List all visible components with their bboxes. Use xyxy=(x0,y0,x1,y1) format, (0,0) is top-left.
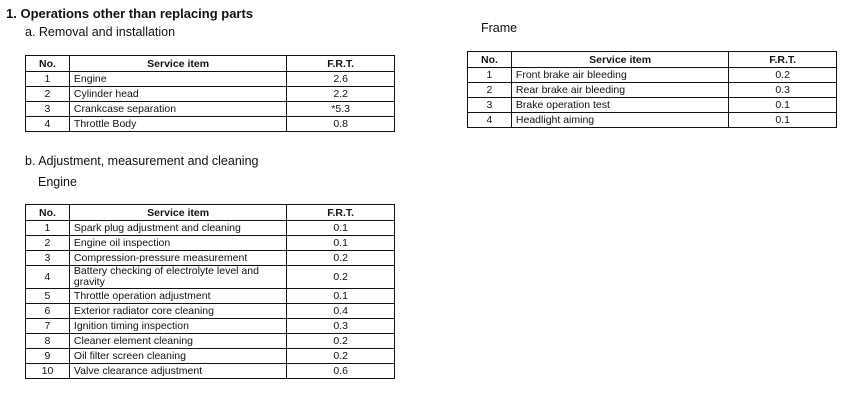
row-frt: *5.3 xyxy=(287,102,395,117)
row-no: 3 xyxy=(26,251,70,266)
row-service-item: Ignition timing inspection xyxy=(69,319,286,334)
row-frt: 0.2 xyxy=(287,251,395,266)
table-row xyxy=(26,334,395,349)
row-frt: 0.2 xyxy=(729,68,837,83)
table-row xyxy=(26,236,395,251)
row-frt: 0.2 xyxy=(287,349,395,364)
row-no: 10 xyxy=(26,364,70,379)
row-no: 7 xyxy=(26,319,70,334)
row-service-item: Crankcase separation xyxy=(69,102,286,117)
row-no: 1 xyxy=(26,72,70,87)
row-service-item: Battery checking of electrolyte level and gravity xyxy=(69,266,286,289)
row-no: 9 xyxy=(26,349,70,364)
table-row xyxy=(26,349,395,364)
row-no: 1 xyxy=(468,68,512,83)
row-frt: 0.3 xyxy=(729,83,837,98)
row-service-item: Rear brake air bleeding xyxy=(511,83,728,98)
row-frt: 2.6 xyxy=(287,72,395,87)
table-row xyxy=(26,319,395,334)
table-row xyxy=(468,83,837,98)
removal-installation-table xyxy=(25,55,395,132)
table-row xyxy=(26,364,395,379)
table-row xyxy=(26,304,395,319)
row-no: 6 xyxy=(26,304,70,319)
row-frt: 0.3 xyxy=(287,319,395,334)
header-service-item: Service item xyxy=(511,52,728,68)
table-row xyxy=(468,68,837,83)
row-no: 4 xyxy=(26,117,70,132)
table-row xyxy=(26,102,395,117)
row-service-item: Throttle Body xyxy=(69,117,286,132)
row-frt: 0.1 xyxy=(287,289,395,304)
row-service-item: Throttle operation adjustment xyxy=(69,289,286,304)
row-frt: 0.4 xyxy=(287,304,395,319)
table-row xyxy=(26,251,395,266)
row-no: 2 xyxy=(468,83,512,98)
frame-table xyxy=(467,51,837,128)
row-no: 2 xyxy=(26,87,70,102)
frame-label: Frame xyxy=(481,21,518,35)
row-service-item: Valve clearance adjustment xyxy=(69,364,286,379)
row-service-item: Headlight aiming xyxy=(511,113,728,128)
table-row xyxy=(26,266,395,289)
row-frt: 0.2 xyxy=(287,266,395,289)
row-service-item: Compression-pressure measurement xyxy=(69,251,286,266)
row-frt: 0.1 xyxy=(287,236,395,251)
engine-adjustment-table xyxy=(25,204,395,379)
engine-label: Engine xyxy=(38,175,77,189)
header-frt: F.R.T. xyxy=(287,205,395,221)
subsection-b-title: b. Adjustment, measurement and cleaning xyxy=(25,154,259,168)
table-row xyxy=(26,289,395,304)
row-no: 4 xyxy=(468,113,512,128)
header-service-item: Service item xyxy=(69,56,286,72)
row-frt: 2.2 xyxy=(287,87,395,102)
row-no: 2 xyxy=(26,236,70,251)
row-no: 3 xyxy=(468,98,512,113)
header-no: No. xyxy=(468,52,512,68)
row-frt: 0.6 xyxy=(287,364,395,379)
row-service-item: Spark plug adjustment and cleaning xyxy=(69,221,286,236)
row-service-item: Front brake air bleeding xyxy=(511,68,728,83)
row-no: 8 xyxy=(26,334,70,349)
row-no: 5 xyxy=(26,289,70,304)
row-service-item: Exterior radiator core cleaning xyxy=(69,304,286,319)
row-no: 4 xyxy=(26,266,70,289)
table-row xyxy=(468,98,837,113)
subsection-a-title: a. Removal and installation xyxy=(25,25,176,39)
header-frt: F.R.T. xyxy=(287,56,395,72)
header-no: No. xyxy=(26,205,70,221)
row-service-item: Oil filter screen cleaning xyxy=(69,349,286,364)
row-no: 3 xyxy=(26,102,70,117)
table-row xyxy=(26,117,395,132)
table-row xyxy=(26,72,395,87)
row-frt: 0.8 xyxy=(287,117,395,132)
header-frt: F.R.T. xyxy=(729,52,837,68)
row-no: 1 xyxy=(26,221,70,236)
table-row xyxy=(26,221,395,236)
row-frt: 0.1 xyxy=(287,221,395,236)
table-row xyxy=(468,113,837,128)
row-frt: 0.1 xyxy=(729,98,837,113)
header-no: No. xyxy=(26,56,70,72)
row-service-item: Cylinder head xyxy=(69,87,286,102)
row-service-item: Engine oil inspection xyxy=(69,236,286,251)
row-service-item: Engine xyxy=(69,72,286,87)
section-title: 1. Operations other than replacing parts xyxy=(6,6,254,21)
row-frt: 0.2 xyxy=(287,334,395,349)
header-service-item: Service item xyxy=(69,205,286,221)
row-service-item: Brake operation test xyxy=(511,98,728,113)
table-row xyxy=(26,87,395,102)
row-service-item: Cleaner element cleaning xyxy=(69,334,286,349)
row-frt: 0.1 xyxy=(729,113,837,128)
